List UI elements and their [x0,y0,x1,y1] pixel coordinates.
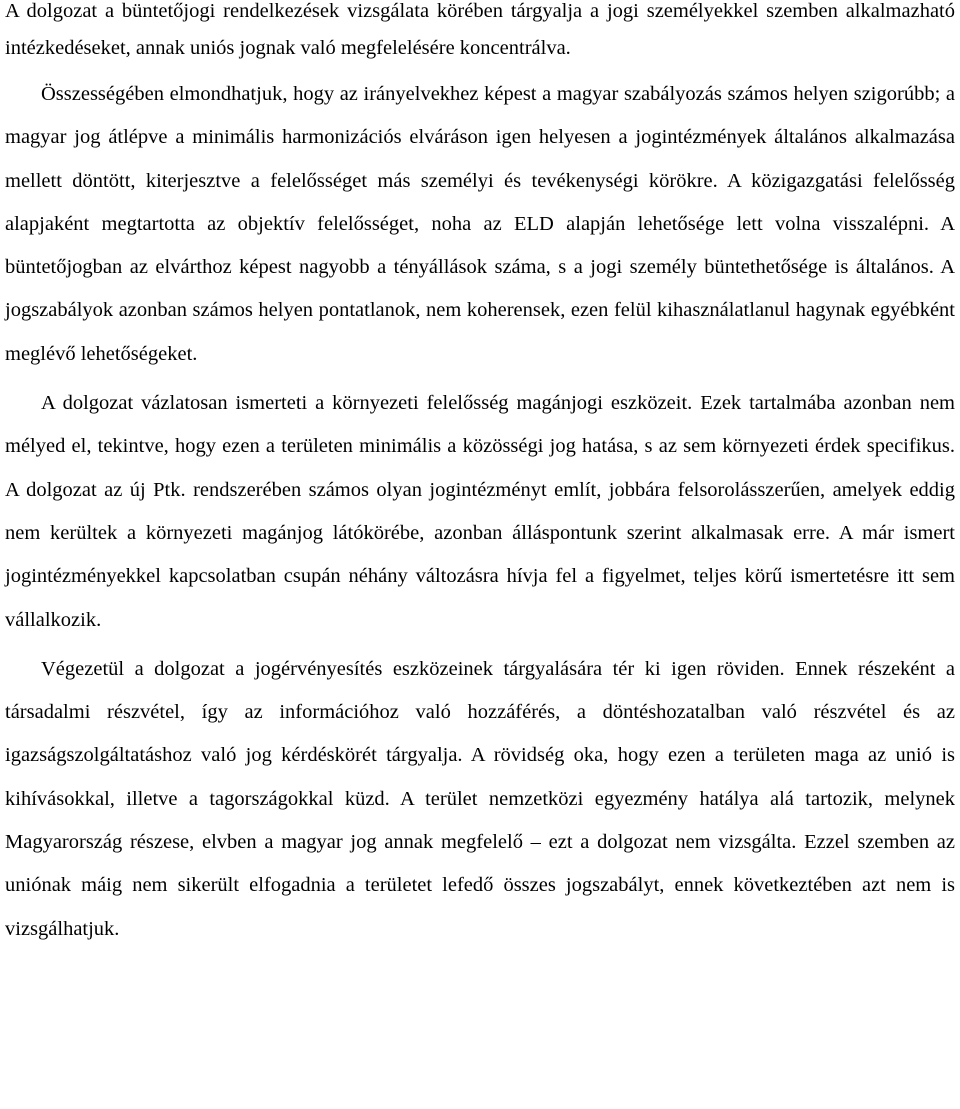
paragraph-4: Végezetül a dolgozat a jogérvényesítés eszközeinek tárgyalására tér ki igen röviden. Ennek részeként a társadalmi részvétel, így az információhoz való hozzáférés, a döntéshozatalban való részvétel és az igazságszolgáltatáshoz való jog kérdéskörét tárgyalja. A rövidség oka, hogy ezen a területen maga az unió is kihívásokkal, illetve a tagországokkal küzd. A terület nemzetközi egyezmény hatálya alá tartozik, melynek Magyarország részese, elvben a magyar jog annak megfelelő – ezt a dolgozat nem vizsgálta. Ezzel szemben az uniónak máig nem sikerült elfogadnia a területet lefedő összes jogszabályt, ennek következtében azt nem is vizsgálhatjuk. [5,657,955,940]
paragraph-2: Összességében elmondhatjuk, hogy az irányelvekhez képest a magyar szabályozás számos helyen szigorúbb; a magyar jog átlépve a minimális harmonizációs elváráson igen helyesen a jogintézmények általános alkalmazása mellett döntött, kiterjesztve a felelősséget más személyi és tevékenységi körökre. A közigazgatási felelősség alapjaként megtartotta az objektív felelősséget, noha az ELD alapján lehetősége lett volna visszalépni. A büntetőjogban az elvárthoz képest nagyobb a tényállások száma, s a jogi személy büntethetősége is általános. A jogszabályok azonban számos helyen pontatlanok, nem koherensek, ezen felül kihasználatlanul hagynak egyébként meglévő lehetőségeket. [5,83,955,365]
document-page [5,0,955,951]
paragraph-1: A dolgozat a büntetőjogi rendelkezések vizsgálata körében tárgyalja a jogi személyekkel szemben alkalmazható intézkedéseket, annak uniós jognak való megfelelésére koncentrálva. [5,0,955,59]
paragraph-3: A dolgozat vázlatosan ismerteti a környezeti felelősség magánjogi eszközeit. Ezek tartalmába azonban nem mélyed el, tekintve, hogy ezen a területen minimális a közösségi jog hatása, s az sem környezeti érdek specifikus. A dolgozat az új Ptk. rendszerében számos olyan jogintézményt említ, jobbára felsorolásszerűen, amelyek eddig nem kerültek a környezeti magánjog látókörébe, azonban álláspontunk szerint alkalmasak erre. A már ismert jogintézményekkel kapcsolatban csupán néhány változásra hívja fel a figyelmet, teljes körű ismertetésre itt sem vállalkozik. [5,392,955,631]
